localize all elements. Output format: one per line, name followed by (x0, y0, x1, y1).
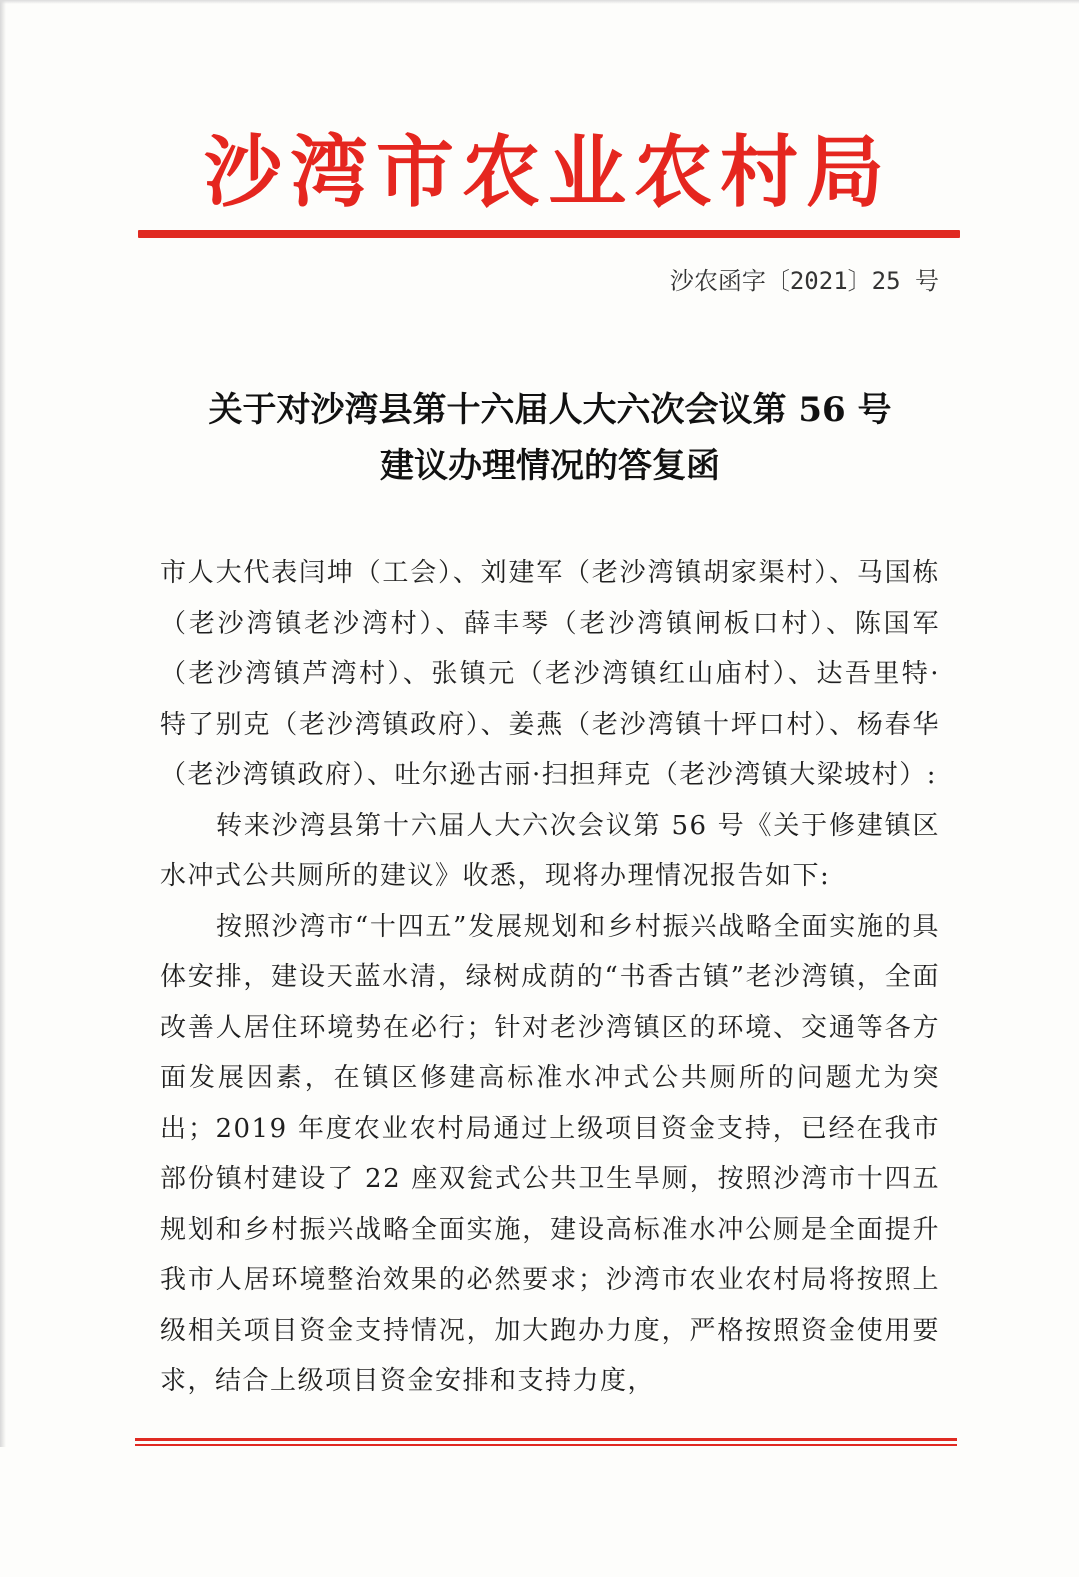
body-paragraph-2: 按照沙湾市“十四五”发展规划和乡村振兴战略全面实施的具体安排，建设天蓝水清，绿树成荫的“书香古镇”老沙湾镇，全面改善人居住环境势在必行；针对老沙湾镇区的环境、交通等各方面发展因素，在镇区修建高标准水冲式公共厕所的问题尤为突出；2019 年度农业农村局通过上级项目资金支持，已经在我市部份镇村建设了 22 座双瓮式公共卫生旱厕，按照沙湾市十四五规划和乡村振兴战略全面实施，建设高标准水冲公厕是全面提升我市人居环境整治效果的必然要求；沙湾市农业农村局将按照上级相关项目资金支持情况，加大跑办力度，严格按照资金使用要求，结合上级项目资金安排和支持力度， (160, 911, 940, 1396)
footer-red-rule-second (135, 1444, 957, 1446)
document-body (160, 548, 940, 1407)
body-paragraph-1: 转来沙湾县第十六届人大六次会议第 56 号《关于修建镇区水冲式公共厕所的建议》收悉，现将办理情况报告如下: (160, 810, 940, 891)
letterhead-red-rule (138, 230, 960, 238)
addressees-paragraph: 市人大代表闫坤（工会）、刘建军（老沙湾镇胡家渠村）、马国栋（老沙湾镇老沙湾村）、薛丰琴（老沙湾镇闸板口村）、陈国军（老沙湾镇芦湾村）、张镇元（老沙湾镇红山庙村）、达吾里特·特了别克（老沙湾镇政府）、姜燕（老沙湾镇十坪口村）、杨春华（老沙湾镇政府）、吐尔逊古丽·扫担拜克（老沙湾镇大梁坡村）: (160, 558, 940, 790)
document-title-line-2: 建议办理情况的答复函 (380, 446, 720, 486)
letterhead-org-name: 沙湾市农业农村局 (203, 127, 892, 218)
document-title (150, 382, 950, 494)
document-title-line-1: 关于对沙湾县第十六届人大六次会议第 56 号 (208, 390, 892, 430)
page-footer-area (0, 1447, 1079, 1577)
page-edge-shadow (0, 0, 6, 1577)
document-number: 沙农函字〔2021〕25 号 (669, 267, 939, 295)
page-top-shadow (0, 0, 1079, 4)
footer-red-rule (135, 1438, 957, 1441)
